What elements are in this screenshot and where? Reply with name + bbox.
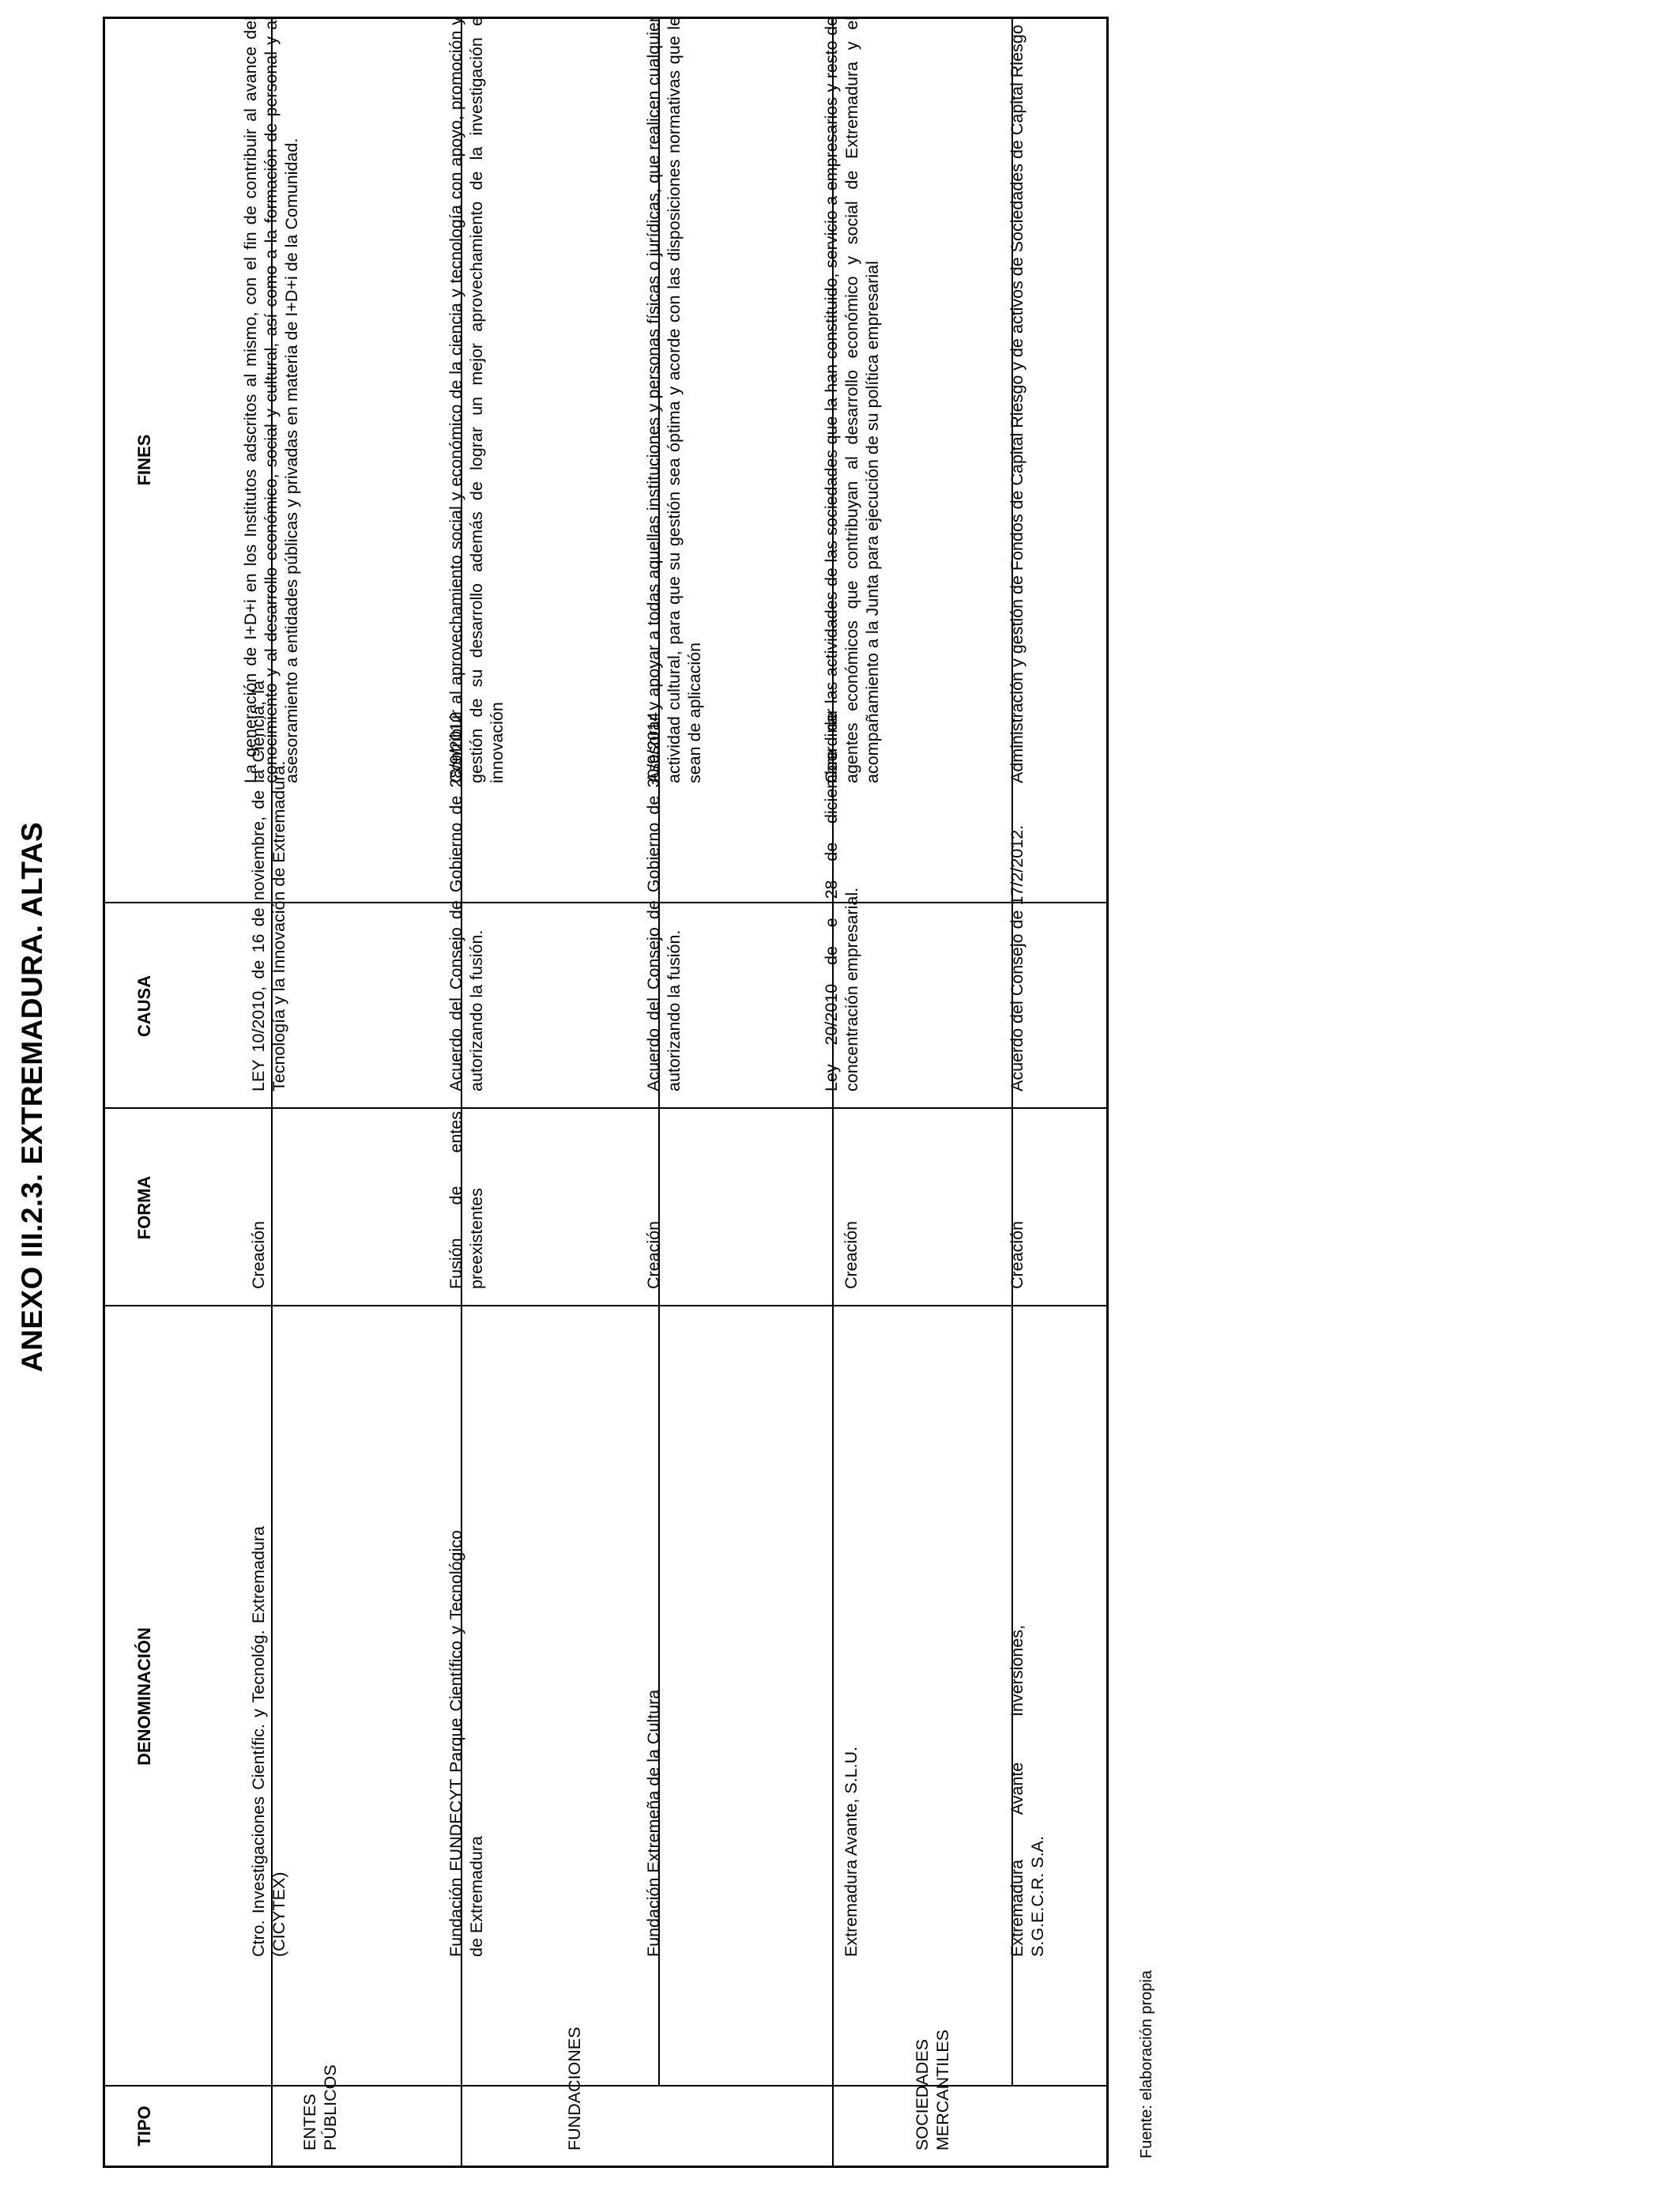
- row-4-forma: Creación: [842, 1220, 861, 1289]
- row-4-fines: Coordinar las actividades de las sociedades que la han constituido, servicio a empresarios y resto de agentes económicos que contribuyan al desarrollo económico y social de Extremadura y el acompañamiento a la Junta para ejecución de su política empresarial: [822, 17, 882, 783]
- row-3-causa: Acuerdo del Consejo de Gobierno de 30/9/2014 autorizando la fusión.: [644, 712, 684, 1091]
- row-3-denominacion: Fundación Extremeña de la Cultura: [644, 1689, 663, 1957]
- row-2-denominacion: Fundación FUNDECYT Parque Científico y Tecnológico de Extremadura: [446, 1530, 486, 1957]
- row-5-forma: Creación: [1008, 1220, 1026, 1289]
- row-2-causa: Acuerdo del Consejo de Gobierno de 28/9/2012 autorizando la fusión.: [446, 712, 486, 1091]
- row-1-denominacion: Ctro. Investigaciones Científic. y Tecnológ. Extremadura (CICYTEX): [249, 1526, 288, 1957]
- tipo-entes-publicos: ENTES PÚBLICOS: [300, 2064, 340, 2151]
- source-note: Fuente: elaboración propia: [1138, 1970, 1155, 2158]
- row-5-fines: Administración y gestión de Fondos de Capital Riesgo y de activos de Sociedades de Capital Riesgo: [1008, 25, 1026, 783]
- row-2-forma: Fusión de entes preexistentes: [446, 1111, 486, 1289]
- row-3-forma: Creación: [644, 1220, 663, 1289]
- header-tipo: TIPO: [134, 2105, 154, 2147]
- tipo-sociedades-mercantiles: SOCIEDADES MERCANTILES: [913, 2030, 952, 2151]
- row-5-causa: Acuerdo del Consejo de 17/2/2012.: [1008, 824, 1026, 1091]
- row-4-denominacion: Extremadura Avante, S.L.U.: [842, 1746, 861, 1957]
- tipo-fundaciones: FUNDACIONES: [565, 2026, 584, 2151]
- header-denominacion: DENOMINACIÓN: [134, 1627, 154, 1766]
- row-1-fines: La generación de I+D+i en los Institutos adscritos al mismo, con el fin de contribuir al avance del conocimiento y al desarrollo económico, social y cultural, así como a la formación de personal y al asesoramiento a entidades públicas y privadas en materia de I+D+i de la Comunidad.: [241, 17, 301, 783]
- row-2-fines: Contribuir al aprovechamiento social y económico de la ciencia y tecnología con apoyo, promoción y gestión de su desarrollo además de lograr un mejor aprovechamiento de la investigación e innovación: [446, 17, 507, 783]
- row-3-fines: Asesorar y apoyar a todas aquellas instituciones y personas físicas o jurídicas, que realicen cualquier actividad cultural, para que su gestión sea óptima y acorde con las disposiciones normativas que le sean de aplicación: [644, 17, 704, 783]
- header-forma: FORMA: [134, 1175, 154, 1240]
- row-1-causa: LEY 10/2010, de 16 de noviembre, de la Ciencia, la Tecnología y la Innovación de Extremadura.: [249, 680, 288, 1091]
- header-causa: CAUSA: [134, 974, 154, 1038]
- page-title: ANEXO III.2.3. EXTREMADURA. ALTAS: [16, 821, 48, 1373]
- row-5-denominacion: Extremadura Avante Inversiones, S.G.E.C.R. S.A.: [1008, 1625, 1047, 1957]
- row-4-causa: Ley 20/2010 de e 28 de diciembre de concentración empresarial.: [822, 712, 861, 1091]
- row-1-forma: Creación: [249, 1220, 268, 1289]
- header-fines: FINES: [134, 434, 154, 486]
